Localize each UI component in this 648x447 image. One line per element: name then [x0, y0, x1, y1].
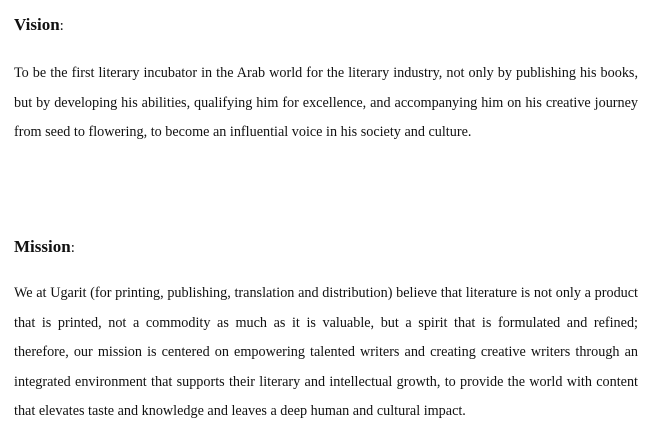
vision-section	[14, 14, 638, 148]
mission-heading	[14, 236, 638, 259]
vision-heading-label: Vision	[14, 15, 60, 34]
mission-section	[14, 236, 638, 427]
mission-paragraph: We at Ugarit (for printing, publishing, translation and distribution) believe that literature is not only a product that is printed, not a commodity as much as it is valuable, but a spirit that is formulated and refined; therefore, our mission is centered on empowering talented writers and creating creative writers through an integrated environment that supports their literary and intellectual growth, to provide the world with content that elevates taste and knowledge and leaves a deep human and cultural impact.	[14, 285, 638, 419]
vision-heading	[14, 14, 638, 37]
vision-paragraph: To be the first literary incubator in the Arab world for the literary industry, not only by publishing his books, but by developing his abilities, qualifying him for excellence, and accompanying him on his creative journey from seed to flowering, to become an influential voice in his society and culture.	[14, 65, 638, 140]
vision-heading-colon: :	[59, 18, 64, 34]
mission-heading-label: Mission	[14, 237, 71, 256]
mission-heading-colon: :	[70, 240, 75, 256]
